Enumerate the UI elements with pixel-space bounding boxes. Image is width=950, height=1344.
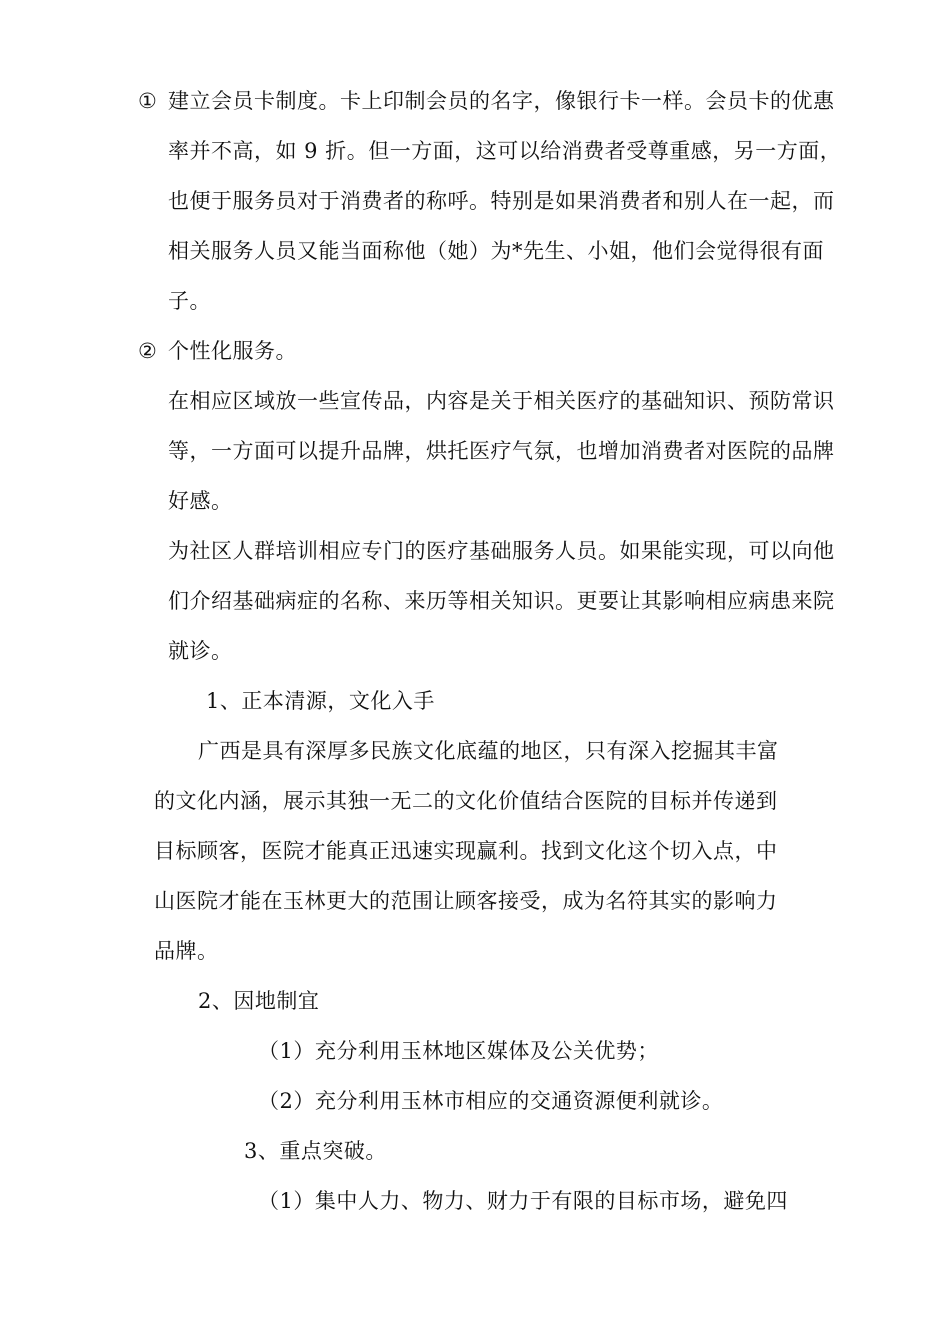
paragraph-line-1: 广西是具有深厚多民族文化底蕴的地区，只有深入挖掘其丰富 bbox=[198, 739, 779, 763]
paragraph-line-4: 山医院才能在玉林更大的范围让顾客接受，成为名符其实的影响力 bbox=[154, 889, 778, 913]
text: 建立会员卡制度。卡上印制会员的名字，像银行卡一样。会员卡的优惠 bbox=[168, 89, 835, 113]
list-item-1-line-1 bbox=[138, 88, 835, 114]
heading-2: 2、因地制宜 bbox=[198, 989, 320, 1013]
heading-3: 3、重点突破。 bbox=[244, 1139, 387, 1163]
list-item-1-line-3: 也便于服务员对于消费者的称呼。特别是如果消费者和别人在一起，而 bbox=[168, 189, 835, 213]
paragraph-line-2: 的文化内涵，展示其独一无二的文化价值结合医院的目标并传递到 bbox=[154, 789, 778, 813]
item-2-para1-line-2: 等，一方面可以提升品牌，烘托医疗气氛，也增加消费者对医院的品牌 bbox=[168, 439, 835, 463]
item-2-para2-line-3: 就诊。 bbox=[168, 639, 233, 663]
list-item-1-line-4: 相关服务人员又能当面称他（她）为*先生、小姐，他们会觉得很有面 bbox=[168, 239, 824, 263]
list-marker: ② bbox=[138, 339, 158, 363]
text: 个性化服务。 bbox=[168, 339, 297, 363]
item-2-para1-line-1: 在相应区域放一些宣传品，内容是关于相关医疗的基础知识、预防常识 bbox=[168, 389, 835, 413]
heading-2-item-2: （2）充分利用玉林市相应的交通资源便利就诊。 bbox=[258, 1089, 724, 1113]
item-2-para2-line-2: 们介绍基础病症的名称、来历等相关知识。更要让其影响相应病患来院 bbox=[168, 589, 835, 613]
list-item-1-line-5: 子。 bbox=[168, 289, 211, 313]
paragraph-line-3: 目标顾客，医院才能真正迅速实现赢利。找到文化这个切入点，中 bbox=[154, 839, 778, 863]
list-marker: ① bbox=[138, 89, 158, 113]
heading-2-item-1: （1）充分利用玉林地区媒体及公关优势； bbox=[258, 1039, 659, 1063]
heading-3-item-1: （1）集中人力、物力、财力于有限的目标市场，避免四 bbox=[258, 1189, 788, 1213]
item-2-para1-line-3: 好感。 bbox=[168, 489, 233, 513]
list-item-1-line-2: 率并不高，如 9 折。但一方面，这可以给消费者受尊重感，另一方面， bbox=[168, 139, 842, 163]
list-item-2-title bbox=[138, 338, 297, 364]
item-2-para2-line-1: 为社区人群培训相应专门的医疗基础服务人员。如果能实现，可以向他 bbox=[168, 539, 835, 563]
paragraph-line-5: 品牌。 bbox=[154, 939, 219, 963]
heading-1: 1、正本清源，文化入手 bbox=[206, 689, 435, 713]
